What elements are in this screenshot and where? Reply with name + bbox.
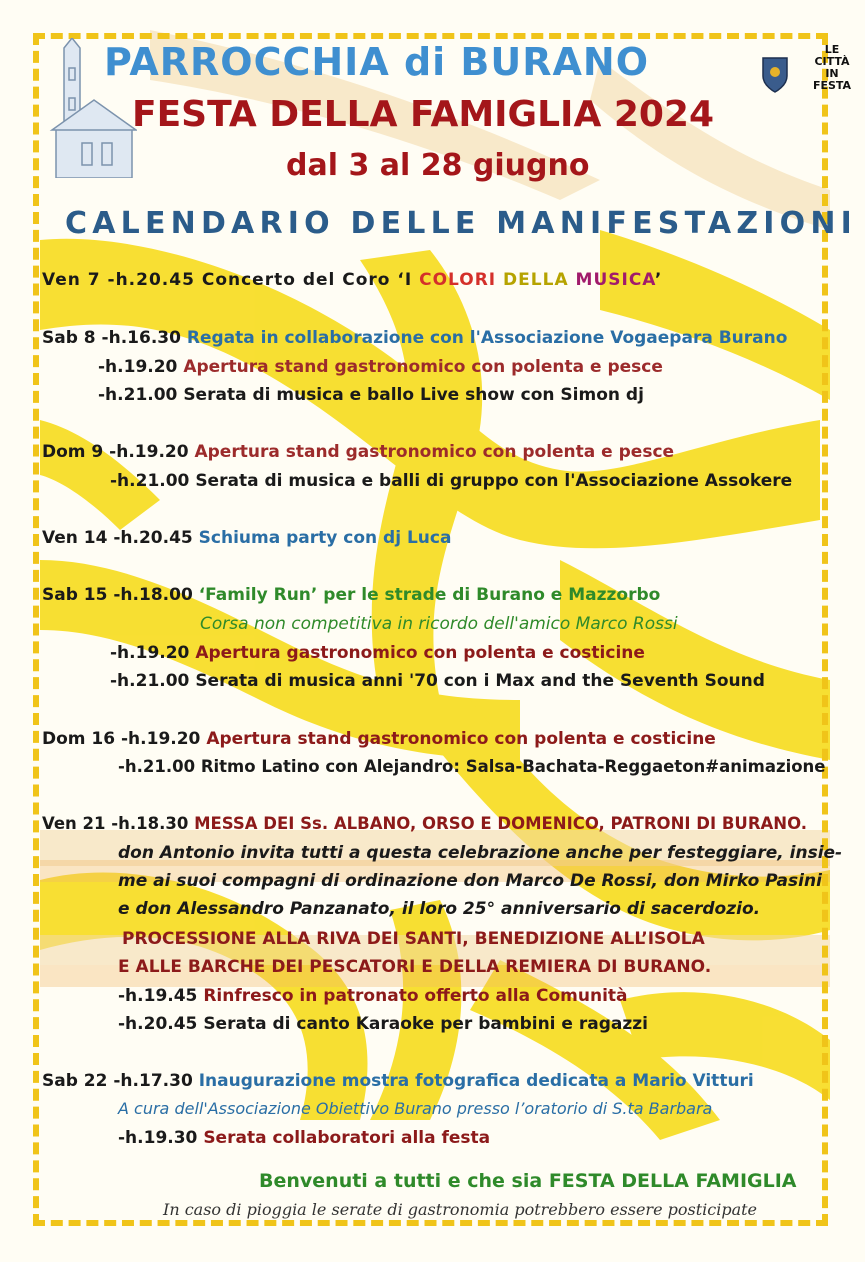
event-sab-8 — [42, 328, 787, 348]
le-citta-in-festa-logo — [802, 44, 862, 92]
event-ven-21-processione: PROCESSIONE ALLA RIVA DEI SANTI, BENEDIZIONE ALL’ISOLA — [122, 929, 705, 949]
event-sab-15-stand — [110, 643, 645, 663]
event-text-quote: ’ — [654, 270, 663, 290]
event-text: Serata di musica e ballo Live show con Simon dj — [183, 385, 644, 405]
event-day-time: Sab 8 -h.16.30 — [42, 328, 187, 348]
event-text: Concerto del Coro ‘I — [201, 270, 420, 290]
event-sab-22-note: A cura dell'Associazione Obiettivo Burano presso l’oratorio di S.ta Barbara — [118, 1099, 713, 1118]
event-sab-8-serata — [98, 385, 644, 405]
event-text: Inaugurazione mostra fotografica dedicata a Mario Vitturi — [198, 1071, 754, 1091]
event-text: Apertura stand gastronomico con polenta e costicine — [206, 729, 716, 749]
event-ven-7 — [42, 270, 662, 290]
event-time: -h.21.00 — [110, 671, 196, 691]
festival-title: FESTA DELLA FAMIGLIA 2024 — [132, 94, 715, 135]
event-ven-21-line3: me ai suoi compagni di ordinazione don Marco De Rossi, don Mirko Pasini — [118, 871, 822, 891]
event-time: -h.21.00 — [98, 385, 184, 405]
event-text-della: DELLA — [496, 270, 569, 290]
event-dom-16 — [42, 729, 716, 749]
event-day-time: Ven 14 -h.20.45 — [42, 528, 199, 548]
event-ven-14 — [42, 528, 451, 548]
logo-line: LE — [824, 43, 840, 56]
event-time: -h.19.45 — [118, 986, 204, 1006]
event-ven-21-rinfresco — [118, 986, 628, 1006]
event-ven-21 — [42, 814, 807, 833]
event-day-time: Sab 22 -h.17.30 — [42, 1071, 199, 1091]
event-text: Serata di musica anni '70 con i Max and the Seventh Sound — [195, 671, 765, 691]
event-time: -h.19.20 — [98, 357, 184, 377]
event-text: Apertura gastronomico con polenta e costicine — [195, 643, 645, 663]
event-text: Apertura stand gastronomico con polenta e pesce — [194, 442, 675, 462]
event-text-musica: MUSICA — [568, 270, 655, 290]
rain-note: In caso di pioggia le serate di gastronomia potrebbero essere posticipate — [163, 1200, 758, 1219]
event-text: Schiuma party con dj Luca — [198, 528, 452, 548]
event-day-time: Ven 7 -h.20.45 — [42, 270, 202, 290]
event-text: MESSA DEI Ss. ALBANO, ORSO E DOMENICO, PATRONI DI BURANO. — [194, 814, 808, 833]
event-day-time: Dom 9 -h.19.20 — [42, 442, 195, 462]
event-sab-15-note: Corsa non competitiva in ricordo dell'amico Marco Rossi — [200, 614, 678, 634]
event-text: Regata in collaborazione con l'Associazione Vogaepara Burano — [186, 328, 788, 348]
event-ven-21-barche: E ALLE BARCHE DEI PESCATORI E DELLA REMIERA DI BURANO. — [118, 957, 712, 977]
event-text: Rinfresco in patronato offerto alla Comunità — [203, 986, 628, 1006]
logo-line: CITTÀ — [814, 55, 850, 68]
event-time: -h.21.00 — [118, 757, 201, 776]
event-text-colori: COLORI — [419, 270, 497, 290]
page-title: PARROCCHIA di BURANO — [104, 40, 650, 84]
event-text: Ritmo Latino con Alejandro: Salsa-Bachata-Reggaeton#animazione — [200, 757, 826, 776]
event-ven-21-line2: don Antonio invita tutti a questa celebrazione anche per festeggiare, insie- — [118, 843, 843, 863]
event-text: Serata di musica e balli di gruppo con l'Associazione Assokere — [195, 471, 793, 491]
logo-line: IN — [825, 67, 839, 80]
logo-line: FESTA — [812, 79, 852, 92]
event-sab-15-serata — [110, 671, 765, 691]
event-time: -h.20.45 — [118, 1014, 204, 1034]
crest-icon — [760, 54, 790, 94]
festival-dates: dal 3 al 28 giugno — [286, 148, 590, 183]
event-day-time: Dom 16 -h.19.20 — [42, 729, 207, 749]
event-text: Serata di canto Karaoke per bambini e ragazzi — [203, 1014, 648, 1034]
event-dom-16-ritmo — [118, 757, 826, 776]
event-dom-9 — [42, 442, 674, 462]
event-sab-22-collaboratori — [118, 1128, 490, 1148]
welcome-message: Benvenuti a tutti e che sia FESTA DELLA FAMIGLIA — [259, 1170, 797, 1192]
event-dom-9-serata — [110, 471, 792, 491]
event-text: Apertura stand gastronomico con polenta e pesce — [183, 357, 663, 377]
calendar-heading: CALENDARIO DELLE MANIFESTAZIONI — [65, 206, 858, 241]
event-time: -h.21.00 — [110, 471, 196, 491]
event-ven-21-line4: e don Alessandro Panzanato, il loro 25° anniversario di sacerdozio. — [118, 899, 761, 919]
event-day-time: Sab 15 -h.18.00 — [42, 585, 199, 605]
event-sab-15 — [42, 585, 660, 605]
event-time: -h.19.20 — [110, 643, 196, 663]
event-text: Serata collaboratori alla festa — [203, 1128, 491, 1148]
event-time: -h.19.30 — [118, 1128, 204, 1148]
event-sab-8-stand — [98, 357, 663, 377]
event-day-time: Ven 21 -h.18.30 — [42, 814, 195, 833]
event-ven-21-karaoke — [118, 1014, 648, 1034]
event-sab-22 — [42, 1071, 754, 1091]
event-text: ‘Family Run’ per le strade di Burano e Mazzorbo — [198, 585, 661, 605]
